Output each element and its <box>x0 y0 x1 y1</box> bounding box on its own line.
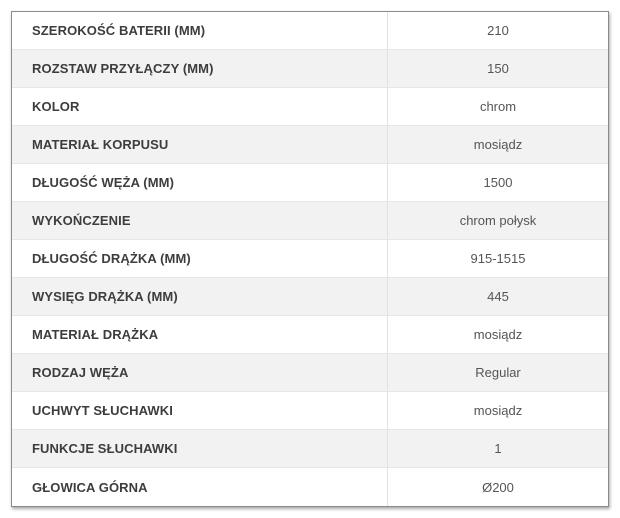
spec-label: GŁOWICA GÓRNA <box>12 468 388 506</box>
spec-value: Regular <box>475 365 521 380</box>
spec-row-rod-reach <box>12 278 608 316</box>
spec-label: MATERIAŁ DRĄŻKA <box>12 316 388 353</box>
spec-label: FUNKCJE SŁUCHAWKI <box>12 430 388 467</box>
spec-value: mosiądz <box>473 137 523 152</box>
spec-row-rod-length <box>12 240 608 278</box>
spec-value: 1 <box>494 441 502 456</box>
spec-row-handset-holder <box>12 392 608 430</box>
spec-row-battery-width <box>12 12 608 50</box>
spec-value: Ø200 <box>482 479 514 495</box>
spec-value: 445 <box>487 289 509 304</box>
spec-row-connection-spacing <box>12 50 608 88</box>
spec-row-hose-type <box>12 354 608 392</box>
spec-row-hose-length <box>12 164 608 202</box>
spec-value: chrom połysk <box>459 213 537 228</box>
spec-label: ROZSTAW PRZYŁĄCZY (MM) <box>12 50 388 87</box>
spec-value: 915-1515 <box>470 251 526 266</box>
spec-row-color <box>12 88 608 126</box>
spec-row-rod-material <box>12 316 608 354</box>
specification-table <box>11 11 609 507</box>
spec-row-top-head <box>12 468 608 506</box>
spec-label: DŁUGOŚĆ WĘŻA (MM) <box>12 164 388 201</box>
spec-value: 150 <box>487 61 509 76</box>
spec-value: mosiądz <box>473 403 523 418</box>
spec-label: RODZAJ WĘŻA <box>12 354 388 391</box>
spec-label: UCHWYT SŁUCHAWKI <box>12 392 388 429</box>
spec-value: 1500 <box>483 175 513 190</box>
spec-label: MATERIAŁ KORPUSU <box>12 126 388 163</box>
spec-value: 210 <box>487 23 509 38</box>
spec-value: chrom <box>479 99 517 114</box>
spec-row-handset-functions <box>12 430 608 468</box>
spec-row-finish <box>12 202 608 240</box>
spec-label: SZEROKOŚĆ BATERII (MM) <box>12 12 388 49</box>
spec-value: mosiądz <box>473 327 523 342</box>
spec-label: DŁUGOŚĆ DRĄŻKA (MM) <box>12 240 388 277</box>
spec-label: WYKOŃCZENIE <box>12 202 388 239</box>
spec-label: WYSIĘG DRĄŻKA (MM) <box>12 278 388 315</box>
spec-label: KOLOR <box>12 88 388 125</box>
spec-row-body-material <box>12 126 608 164</box>
